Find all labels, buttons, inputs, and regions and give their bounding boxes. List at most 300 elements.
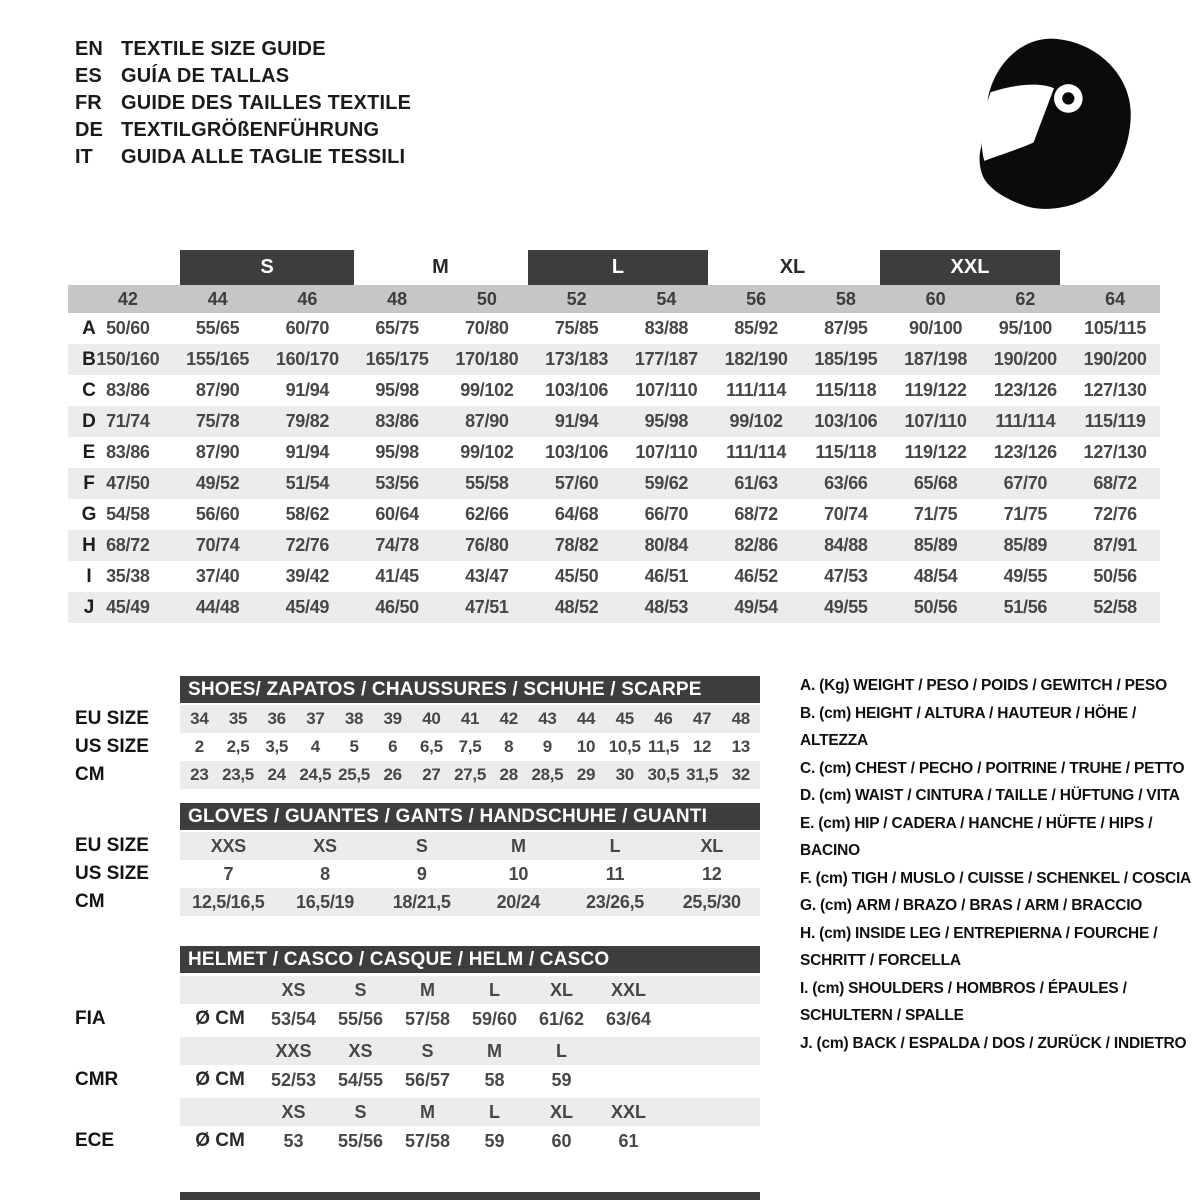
numeric-size: 56 (746, 288, 767, 309)
size-value: 23,5 (222, 765, 254, 784)
circumference-value: 61/62 (538, 1008, 585, 1029)
size-value: 16,5/19 (296, 891, 354, 912)
measurement-value: 63/66 (824, 473, 868, 493)
row-values (180, 892, 760, 913)
size-value: 35 (228, 709, 248, 728)
circumference-value: 53 (283, 1130, 304, 1151)
size-value: 44 (576, 709, 596, 728)
shoes-row (75, 705, 760, 733)
legend-text: BACK / ESPALDA / DOS / ZURÜCK / INDIETRO (852, 1034, 1187, 1052)
helmet-value-row (180, 1004, 760, 1034)
measurement-value: 123/126 (993, 380, 1057, 400)
guide-title: TEXTILE SIZE GUIDE (121, 38, 326, 60)
measurement-value: 48/53 (644, 597, 689, 617)
measurement-value: 44/48 (195, 597, 240, 617)
unit-label: Ø CM (195, 1069, 245, 1090)
size-label: S (354, 979, 367, 1000)
measurement-value: 107/110 (904, 411, 967, 431)
measurement-value: 170/180 (455, 349, 519, 369)
language-row (75, 144, 411, 171)
row-label: US SIZE (75, 863, 149, 884)
size-value: 18/21,5 (392, 891, 451, 912)
legend-item (800, 920, 1196, 975)
gloves-row (75, 888, 760, 916)
measurement-value: 177/187 (634, 349, 698, 369)
measurement-value: 127/130 (1083, 380, 1147, 400)
row-label: CM (75, 764, 105, 785)
helmet-size-row (180, 1037, 760, 1065)
measurement-value: 155/165 (186, 349, 250, 369)
shoes-row (75, 733, 760, 761)
size-value: XXS (210, 835, 246, 856)
measurement-value: 119/122 (904, 380, 967, 400)
row-values (83, 318, 1160, 339)
legend-item (800, 755, 1196, 783)
racing-helmet-icon (976, 36, 1132, 210)
measurement-value: 66/70 (644, 504, 689, 524)
measurement-value: 111/114 (726, 442, 787, 462)
measurement-value: 71/75 (913, 504, 958, 524)
helmet-standard-section (75, 1037, 760, 1095)
size-value: 23/26,5 (586, 891, 644, 912)
size-group-label (880, 250, 1060, 285)
size-label: XL (549, 979, 573, 1000)
circumference-value: 55/56 (337, 1008, 384, 1029)
measurement-value: 87/90 (195, 380, 240, 400)
row-values (260, 1009, 662, 1030)
measurement-value: 95/98 (375, 380, 419, 400)
size-group-text: XL (779, 256, 806, 278)
measurement-value: 43/47 (465, 566, 509, 586)
measurement-value: 173/183 (545, 349, 609, 369)
size-value: 42 (499, 709, 518, 728)
size-label: L (556, 1040, 567, 1061)
measurement-value: 103/106 (545, 380, 609, 400)
row-values (180, 836, 760, 857)
measurement-value: 91/94 (285, 380, 330, 400)
measurement-value: 41/45 (375, 566, 419, 586)
legend-text: WAIST / CINTURA / TAILLE / HÜFTUNG / VITA (855, 787, 1180, 804)
measurement-value: 72/76 (285, 535, 330, 555)
size-label: XXL (610, 979, 646, 1000)
measurement-value: 107/110 (635, 380, 698, 400)
row-letter: G (81, 503, 97, 525)
measurement-value: 84/88 (824, 535, 868, 555)
measurement-value: 95/98 (375, 442, 419, 462)
measurement-value: 51/56 (1003, 597, 1048, 617)
legend-text: CHEST / PECHO / POITRINE / TRUHE / PETTO (855, 759, 1185, 777)
size-value: 29 (576, 765, 596, 784)
measurement-value: 50/56 (1093, 566, 1137, 586)
size-group-text: M (432, 256, 449, 278)
size-value: 7,5 (458, 737, 482, 756)
numeric-size: 46 (297, 288, 318, 309)
measurement-value: 91/94 (285, 442, 330, 462)
size-label: M (487, 1040, 502, 1061)
measurement-value: 37/40 (195, 566, 240, 586)
circumference-value: 56/57 (404, 1069, 451, 1090)
measurement-value: 74/78 (375, 535, 419, 555)
legend-item (800, 865, 1196, 893)
size-label: L (489, 979, 500, 1000)
size-value: 47 (692, 709, 712, 728)
measurement-value: 91/94 (554, 411, 599, 431)
row-values (83, 504, 1160, 525)
standard-label: ECE (75, 1130, 115, 1151)
numeric-size: 50 (476, 288, 497, 309)
measurement-value: 55/65 (195, 318, 240, 338)
circumference-value: 58 (484, 1069, 505, 1090)
size-group-label (180, 250, 354, 285)
measurement-row (68, 375, 1160, 406)
size-group-label (528, 250, 708, 285)
legend-unit: (cm) (819, 704, 852, 722)
size-label: L (489, 1101, 500, 1122)
measurement-value: 190/200 (1083, 349, 1147, 369)
size-value: 6 (388, 737, 398, 756)
legend-unit: (cm) (816, 1034, 849, 1052)
measurement-row (68, 406, 1160, 437)
shoes-table-header: SHOES/ ZAPATOS / CHAUSSURES / SCHUHE / SCARPE (180, 676, 760, 703)
guide-title: GUÍA DE TALLAS (121, 65, 290, 87)
measurement-value: 52/58 (1093, 597, 1137, 617)
language-code: FR (75, 92, 102, 114)
size-value: 31,5 (686, 765, 719, 784)
legend-key: J. (800, 1034, 813, 1052)
measurement-value: 79/82 (285, 411, 330, 431)
measurement-value: 68/72 (106, 535, 150, 555)
size-value: 26 (383, 765, 402, 784)
size-value: 30 (615, 765, 634, 784)
measurement-value: 187/198 (904, 349, 968, 369)
measurement-value: 111/114 (995, 411, 1056, 431)
apparel-size-table (68, 250, 1160, 623)
row-values (83, 380, 1160, 401)
size-value: 24 (267, 765, 286, 784)
measurement-row (68, 592, 1160, 623)
guide-title: GUIDA ALLE TAGLIE TESSILI (121, 146, 406, 168)
size-group-text: XXL (950, 256, 990, 278)
measurement-value: 48/52 (554, 597, 599, 617)
measurement-value: 49/55 (1003, 566, 1048, 586)
size-value: 9 (416, 863, 427, 884)
measurement-value: 55/58 (465, 473, 509, 493)
legend-key: D. (800, 787, 816, 804)
measurement-value: 99/102 (460, 442, 514, 462)
measurement-value: 39/42 (285, 566, 330, 586)
circumference-value: 59 (484, 1130, 505, 1151)
language-row (75, 36, 411, 63)
measurement-value: 70/74 (195, 535, 240, 555)
measurement-value: 105/115 (1084, 318, 1147, 338)
row-values (83, 442, 1160, 463)
measurement-legend (800, 672, 1196, 1057)
measurement-value: 60/70 (285, 318, 330, 338)
measurement-value: 61/63 (734, 473, 778, 493)
legend-text: TIGH / MUSLO / CUISSE / SCHENKEL / COSCIA (851, 869, 1192, 887)
circumference-value: 55/56 (337, 1130, 384, 1151)
measurement-value: 87/91 (1093, 535, 1137, 555)
measurement-value: 47/53 (824, 566, 868, 586)
measurement-value: 85/89 (1003, 535, 1048, 555)
row-letter: F (83, 472, 95, 494)
measurement-value: 115/119 (1084, 411, 1146, 431)
size-value: 10 (576, 737, 596, 756)
measurement-value: 115/118 (815, 380, 877, 400)
numeric-size: 52 (566, 288, 587, 309)
legend-unit: (cm) (819, 759, 852, 777)
size-value: 32 (731, 765, 750, 784)
row-label: EU SIZE (75, 708, 149, 729)
measurement-value: 123/126 (993, 442, 1057, 462)
legend-item (800, 810, 1196, 865)
measurement-value: 51/54 (285, 473, 330, 493)
row-letter: I (86, 565, 92, 587)
size-value: 7 (223, 863, 234, 884)
size-label: S (421, 1040, 434, 1061)
size-value: 30,5 (647, 765, 680, 784)
measurement-value: 95/100 (998, 318, 1052, 338)
measurement-value: 85/92 (734, 318, 778, 338)
measurement-value: 150/160 (96, 349, 160, 369)
row-letter: E (82, 441, 96, 463)
row-label: CM (75, 891, 105, 912)
helmet-size-row (180, 976, 760, 1004)
measurement-value: 46/50 (375, 597, 419, 617)
helmet-sections (75, 976, 760, 1156)
size-value: L (609, 835, 621, 856)
measurement-row (68, 437, 1160, 468)
language-code: IT (75, 146, 93, 168)
numeric-size: 62 (1015, 288, 1036, 309)
measurement-value: 85/89 (913, 535, 958, 555)
measurement-value: 103/106 (545, 442, 609, 462)
language-title-list (75, 36, 411, 171)
measurement-value: 56/60 (195, 504, 240, 524)
guide-title: GUIDE DES TAILLES TEXTILE (121, 92, 412, 114)
size-value: 40 (422, 709, 441, 728)
size-value: 25,5 (338, 765, 370, 784)
legend-key: I. (800, 979, 809, 997)
size-value: 46 (654, 709, 673, 728)
circumference-value: 52/53 (270, 1069, 317, 1090)
measurement-value: 72/76 (1093, 504, 1137, 524)
measurement-value: 54/58 (106, 504, 150, 524)
size-value: 34 (190, 709, 209, 728)
measurement-value: 160/170 (275, 349, 339, 369)
size-value: 12 (701, 863, 722, 884)
measurement-value: 103/106 (814, 411, 878, 431)
size-value: 10 (508, 863, 529, 884)
legend-unit: (cm) (815, 869, 848, 887)
row-values (180, 864, 760, 885)
size-value: 25,5/30 (682, 891, 741, 912)
size-value: 13 (731, 737, 750, 756)
size-value: 38 (344, 709, 364, 728)
size-value: 37 (306, 709, 325, 728)
numeric-size: 54 (656, 288, 677, 309)
measurement-value: 50/56 (913, 597, 958, 617)
measurement-row (68, 344, 1160, 375)
size-value: 12 (692, 737, 712, 756)
measurement-value: 53/56 (375, 473, 419, 493)
unit-label: Ø CM (195, 1130, 245, 1151)
circumference-value: 60 (551, 1130, 572, 1151)
language-code: DE (75, 119, 103, 141)
legend-text: SHOULDERS / HOMBROS / ÉPAULES / SCHULTERN / SPALLE (800, 979, 1127, 1024)
legend-key: G. (800, 897, 816, 914)
size-value: XS (313, 835, 337, 856)
legend-key: F. (800, 869, 812, 887)
size-value: S (415, 835, 428, 856)
size-group-label (398, 250, 483, 285)
legend-text: HEIGHT / ALTURA / HAUTEUR / HÖHE / ALTEZZA (800, 704, 1137, 749)
legend-key: H. (800, 924, 816, 942)
legend-item (800, 975, 1196, 1030)
measurement-value: 127/130 (1083, 442, 1147, 462)
measurement-value: 45/49 (285, 597, 330, 617)
legend-unit: (cm) (812, 979, 845, 997)
measurement-value: 82/86 (734, 535, 778, 555)
measurement-value: 47/50 (106, 473, 150, 493)
helmet-value-row (180, 1126, 760, 1156)
row-values (180, 765, 760, 785)
circumference-value: 53/54 (270, 1008, 317, 1029)
measurement-value: 68/72 (734, 504, 778, 524)
measurement-value: 65/75 (375, 318, 419, 338)
size-value: 2,5 (226, 737, 250, 756)
size-label: XXL (610, 1101, 646, 1122)
numeric-size: 60 (925, 288, 946, 309)
size-label: M (420, 979, 435, 1000)
size-value: 10,5 (608, 737, 641, 756)
measurement-value: 49/52 (195, 473, 240, 493)
legend-text: WEIGHT / PESO / POIDS / GEWITCH / PESO (853, 677, 1167, 694)
helmet-value-row (180, 1065, 760, 1095)
row-values (83, 411, 1160, 432)
measurement-value: 111/114 (726, 380, 787, 400)
measurement-value: 68/72 (1093, 473, 1137, 493)
measurement-value: 76/80 (465, 535, 509, 555)
legend-unit: (cm) (819, 787, 852, 804)
numeric-size: 44 (207, 288, 228, 309)
measurement-value: 83/86 (375, 411, 419, 431)
legend-unit: (cm) (819, 924, 852, 942)
legend-item (800, 700, 1196, 755)
helmet-standard-section (75, 1098, 760, 1156)
size-group-label (750, 250, 835, 285)
standard-label: CMR (75, 1069, 119, 1090)
gloves-table-header: GLOVES / GUANTES / GANTS / HANDSCHUHE / GUANTI (180, 803, 760, 830)
shoes-rows (75, 705, 760, 789)
size-value: 9 (542, 737, 552, 756)
row-label: EU SIZE (75, 835, 149, 856)
measurement-value: 87/95 (824, 318, 868, 338)
measurement-value: 71/74 (106, 411, 150, 431)
legend-text: INSIDE LEG / ENTREPIERNA / FOURCHE / SCHRITT / FORCELLA (800, 924, 1158, 969)
size-value: 24,5 (299, 765, 332, 784)
row-values (83, 535, 1160, 556)
size-value: 6,5 (420, 737, 443, 756)
row-letter: D (82, 410, 96, 432)
circumference-value: 61 (618, 1130, 639, 1151)
size-value: XL (700, 835, 723, 856)
measurement-value: 107/110 (635, 442, 698, 462)
gloves-row (75, 832, 760, 860)
size-group-text: L (611, 256, 625, 278)
row-letter: J (83, 596, 95, 618)
size-label: S (354, 1101, 367, 1122)
row-values (260, 1070, 595, 1091)
size-value: 45 (615, 709, 634, 728)
row-label: US SIZE (75, 736, 149, 757)
gloves-rows (75, 832, 760, 916)
measurement-value: 99/102 (729, 411, 783, 431)
measurement-value: 50/60 (106, 318, 150, 338)
measurement-value: 64/68 (554, 504, 599, 524)
size-value: 11 (605, 863, 625, 884)
row-letter: H (82, 534, 96, 556)
size-value: 8 (320, 863, 330, 884)
legend-key: A. (800, 677, 816, 694)
cut-off-section-bar (180, 1192, 760, 1200)
legend-unit: (Kg) (819, 677, 850, 694)
size-value: 12,5/16,5 (192, 891, 265, 912)
measurement-value: 49/55 (824, 597, 868, 617)
size-value: 39 (383, 709, 402, 728)
measurement-value: 45/49 (106, 597, 150, 617)
legend-text: ARM / BRAZO / BRAS / ARM / BRACCIO (855, 897, 1143, 914)
measurement-row (68, 499, 1160, 530)
language-code: EN (75, 38, 103, 60)
size-value: 2 (194, 737, 204, 756)
legend-unit: (cm) (818, 814, 851, 832)
measurement-value: 185/195 (814, 349, 878, 369)
legend-item (800, 892, 1196, 920)
size-value: 28,5 (531, 765, 564, 784)
size-group-row (68, 250, 1160, 285)
measurement-value: 58/62 (285, 504, 330, 524)
legend-item (800, 1030, 1196, 1058)
size-value: 23 (190, 765, 209, 784)
measurement-rows (68, 313, 1160, 623)
measurement-value: 60/64 (375, 504, 419, 524)
numeric-size: 58 (835, 288, 856, 309)
measurement-value: 75/78 (195, 411, 240, 431)
measurement-value: 49/54 (734, 597, 778, 617)
size-label: M (420, 1101, 435, 1122)
measurement-value: 45/50 (554, 566, 599, 586)
row-values (83, 597, 1160, 618)
row-values (83, 566, 1160, 587)
size-value: 20/24 (496, 891, 541, 912)
measurement-value: 70/80 (465, 318, 509, 338)
size-value: M (511, 835, 526, 856)
measurement-row (68, 561, 1160, 592)
circumference-value: 57/58 (404, 1008, 451, 1029)
size-value: 28 (499, 765, 518, 784)
legend-key: E. (800, 814, 815, 832)
guide-title: TEXTILGRÖßENFÜHRUNG (121, 119, 380, 141)
measurement-value: 65/68 (913, 473, 958, 493)
size-group-text: S (260, 256, 274, 278)
measurement-value: 78/82 (554, 535, 599, 555)
measurement-value: 35/38 (106, 566, 150, 586)
measurement-value: 75/85 (554, 318, 599, 338)
measurement-value: 70/74 (824, 504, 868, 524)
legend-unit: (cm) (819, 897, 852, 914)
row-letter: B (82, 348, 96, 370)
